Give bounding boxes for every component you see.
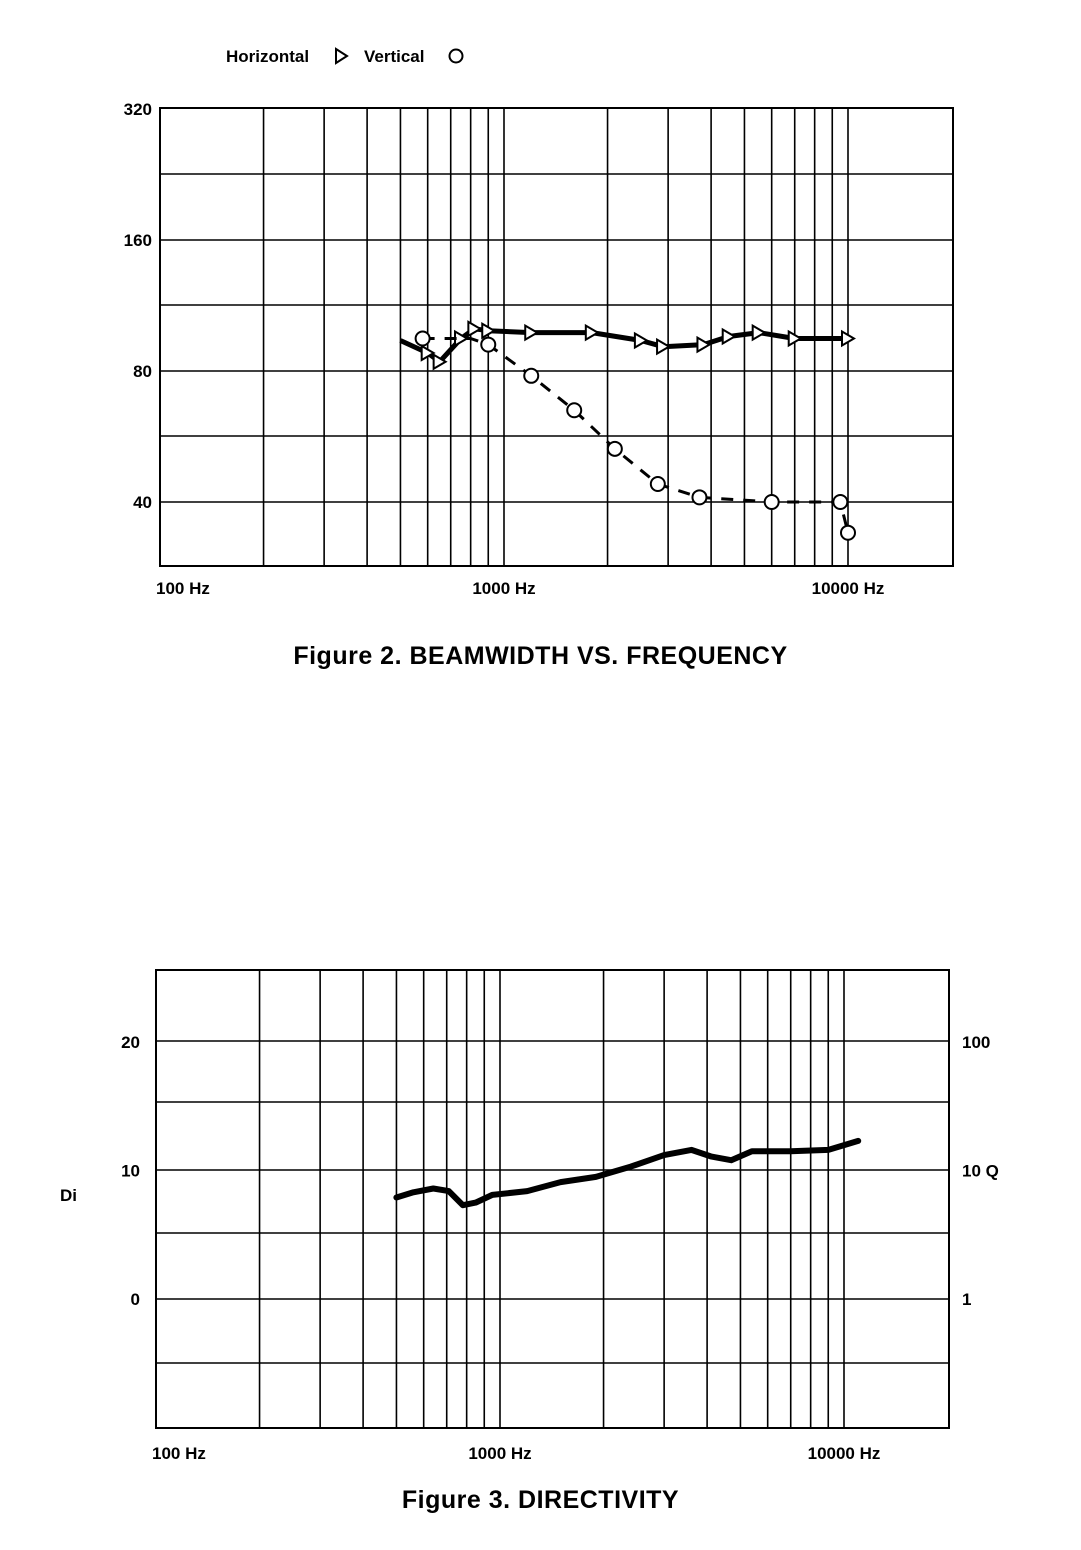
legend-triangle-icon	[336, 49, 347, 63]
y-tick-label: 20	[121, 1033, 140, 1052]
data-point-horizontal	[657, 340, 669, 354]
data-point-vertical	[765, 495, 779, 509]
legend-label-horizontal: Horizontal	[226, 47, 310, 66]
data-point-horizontal	[468, 322, 480, 336]
data-point-horizontal	[635, 334, 647, 348]
x-tick-label: 100 Hz	[156, 579, 210, 598]
fig3-plot-frame	[156, 970, 949, 1428]
x-tick-label: 1000 Hz	[468, 1444, 532, 1463]
legend-label-vertical: Vertical	[364, 47, 425, 66]
data-point-horizontal	[586, 326, 598, 340]
data-point-horizontal	[697, 338, 709, 352]
data-point-horizontal	[525, 326, 537, 340]
fig2-legend	[226, 47, 463, 66]
fig3-series	[396, 1141, 858, 1205]
fig2-series	[400, 322, 855, 540]
y-tick-label: 80	[133, 362, 152, 381]
data-point-vertical	[481, 338, 495, 352]
data-point-vertical	[416, 332, 430, 346]
data-point-horizontal	[723, 330, 735, 344]
figure-3-caption: Figure 3. DIRECTIVITY	[401, 1486, 680, 1514]
data-point-horizontal	[753, 326, 765, 340]
series-line-directivity	[396, 1141, 858, 1205]
y2-tick-label: 10 Q	[962, 1161, 999, 1181]
fig3-ticks	[121, 1033, 999, 1463]
y-tick-label: 40	[133, 493, 152, 512]
figure-2-caption: Figure 2. BEAMWIDTH VS. FREQUENCY	[293, 642, 788, 670]
y-tick-label: 0	[130, 1290, 140, 1309]
y2-tick-label: 100	[962, 1033, 991, 1052]
y-tick-label: 320	[123, 100, 152, 119]
x-tick-label: 10000 Hz	[811, 579, 885, 598]
data-point-vertical	[692, 490, 706, 504]
fig3-grid	[156, 970, 949, 1428]
y2-tick-label: 1	[962, 1290, 972, 1309]
x-tick-label: 1000 Hz	[472, 579, 536, 598]
data-point-vertical	[608, 442, 622, 456]
beamwidth-chart	[124, 47, 953, 598]
x-tick-label: 100 Hz	[152, 1444, 206, 1463]
data-point-vertical	[524, 369, 538, 383]
data-point-vertical	[841, 526, 855, 540]
legend-circle-icon	[450, 50, 463, 63]
y-tick-label: 160	[123, 231, 152, 250]
directivity-chart	[60, 970, 999, 1463]
x-tick-label: 10000 Hz	[807, 1444, 881, 1463]
y-tick-label: 10	[121, 1161, 140, 1181]
data-point-vertical	[567, 403, 581, 417]
fig3-y-axis-label: Di	[60, 1186, 77, 1205]
data-point-vertical	[651, 477, 665, 491]
data-point-vertical	[833, 495, 847, 509]
